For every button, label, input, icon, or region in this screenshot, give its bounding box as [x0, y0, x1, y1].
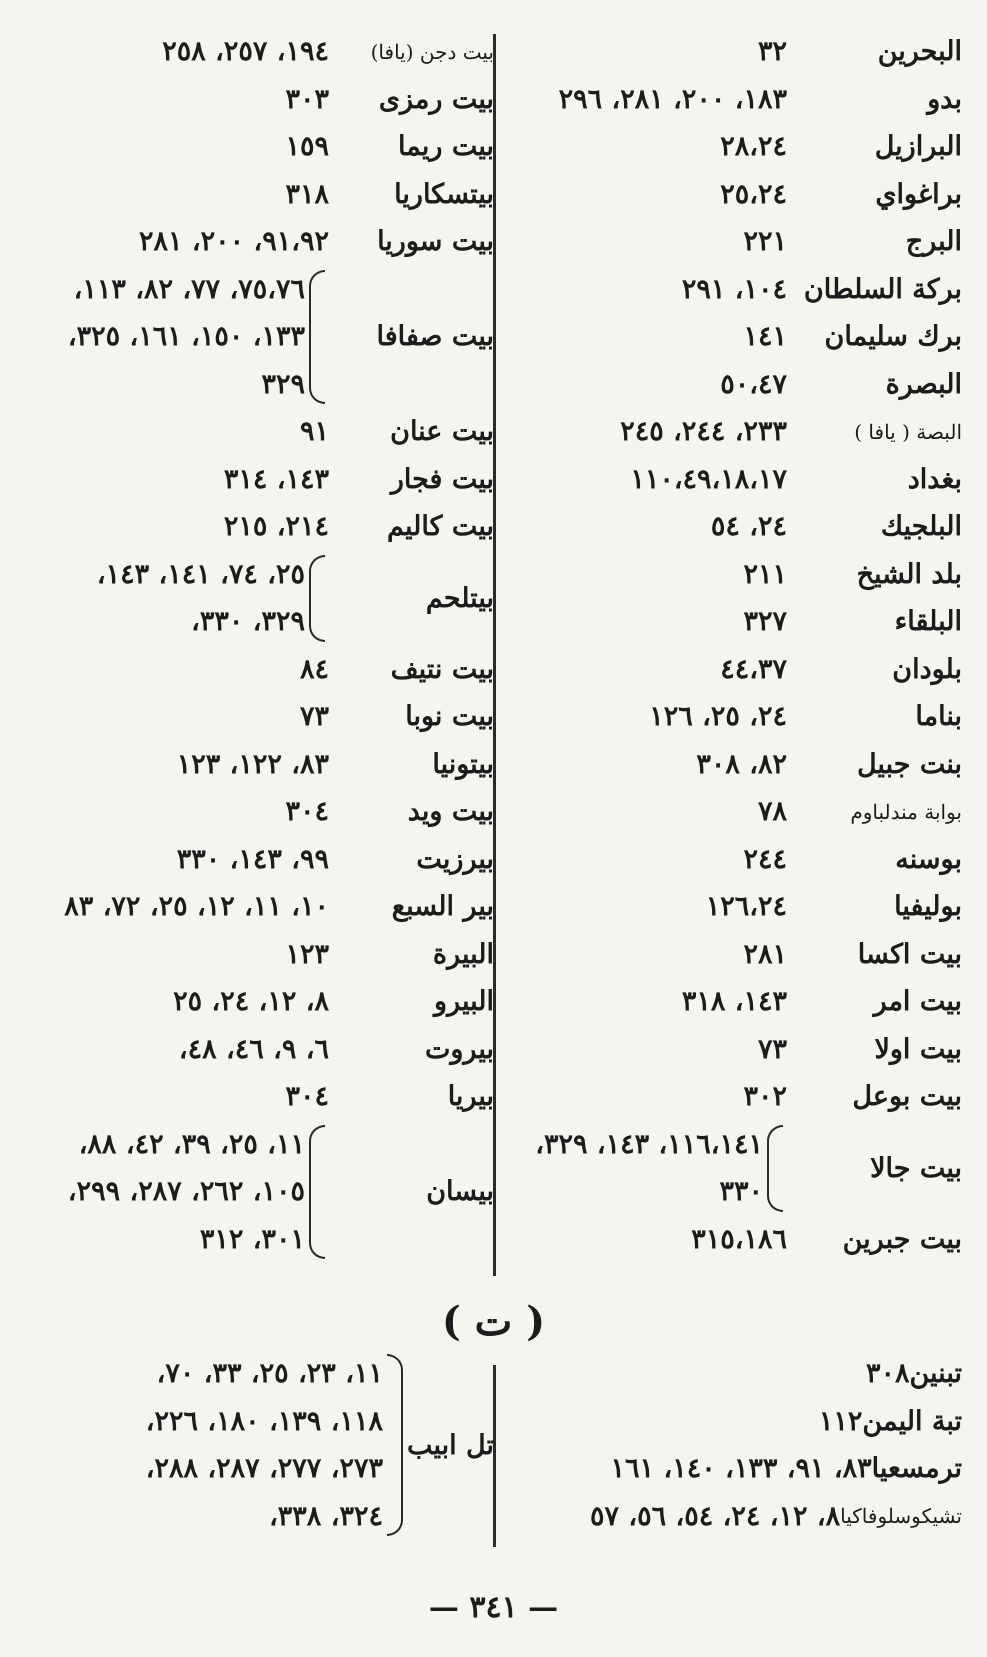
entry-name: بيت جبرين — [842, 1223, 962, 1255]
entry-pages: ٢٥،٢٤ — [720, 178, 787, 210]
entry-pages: ٣٢٧ — [743, 606, 787, 638]
index-entry — [500, 456, 962, 504]
entry-name: البحرين — [877, 36, 962, 68]
index-entry — [36, 1026, 494, 1074]
entry-name: بيت جالا — [870, 1152, 962, 1184]
entry-name: بوليفيا — [894, 891, 962, 923]
index-entry — [500, 978, 962, 1026]
index-entry — [36, 1073, 494, 1121]
entry-pages-line: ٣٠١، ٣١٢ — [199, 1223, 305, 1255]
brace-icon — [309, 270, 325, 405]
entry-pages: ١١٠،٤٩،١٨،١٧ — [630, 463, 787, 495]
entry-pages: ٢٤٤ — [743, 843, 787, 875]
entry-pages-line: ١١٨، ١٣٩، ١٨٠، ٢٢٦، — [145, 1405, 383, 1437]
entry-pages: ٨، ١٢، ٢٤، ٢٥ — [173, 986, 329, 1018]
entry-pages-line: ٣٢٩ — [261, 368, 305, 400]
index-entry — [36, 551, 494, 646]
entry-name: بلد الشيخ — [856, 558, 962, 590]
brace-icon — [309, 555, 325, 642]
entry-pages: ٢٨،٢٤ — [720, 131, 787, 163]
index-entry — [500, 883, 962, 931]
entry-name: بيتونيا — [432, 748, 494, 780]
entry-pages: ٢٣٣، ٢٤٤، ٢٤٥ — [620, 416, 787, 448]
entry-pages-line: ١١، ٢٣، ٢٥، ٣٣، ٧٠، — [156, 1358, 383, 1389]
index-entry — [500, 788, 962, 836]
index-entry — [500, 1216, 962, 1264]
entry-pages: ١٩٤، ٢٥٧، ٢٥٨ — [162, 36, 329, 68]
entry-name: بيت صفافا — [376, 321, 494, 353]
entry-pages: ٩١ — [299, 416, 329, 448]
entry-name: البيرة — [432, 938, 494, 970]
entry-name: بيت رمزى — [378, 83, 494, 115]
right-index-column — [500, 28, 962, 1263]
entry-pages: ٧٣ — [299, 701, 329, 733]
index-entry — [500, 1026, 962, 1074]
entry-name: البلجيك — [880, 511, 962, 543]
index-entry — [500, 646, 962, 694]
entry-pages-line: ٣٢٩، ٣٣٠، — [191, 606, 305, 637]
entry-name: بيسان — [426, 1176, 494, 1208]
brace-icon — [387, 1354, 403, 1536]
index-entry — [500, 1350, 962, 1398]
index-entry — [500, 503, 962, 551]
entry-pages: ١٠٤، ٢٩١ — [681, 273, 787, 305]
entry-pages: ٢٤، ٢٥، ١٢٦ — [649, 701, 787, 733]
entry-pages: ٣١٨ — [285, 178, 329, 210]
entry-pages: ٣٠٣ — [285, 83, 329, 115]
entry-pages: ٣٢ — [757, 36, 787, 68]
entry-name: بوابة مندلباوم — [850, 799, 962, 824]
entry-name: بيت دجن (يافا) — [370, 39, 494, 64]
index-entry — [36, 123, 494, 171]
entry-name: بلودان — [892, 653, 962, 685]
right-index-column-t — [500, 1350, 962, 1540]
entry-pages: ١٨٣، ٢٠٠، ٢٨١، ٢٩٦ — [558, 83, 787, 115]
entry-pages: ٧٣ — [757, 1033, 787, 1065]
section-letter-heading: ( ت ) — [441, 1298, 546, 1345]
entry-name: بيريا — [447, 1081, 494, 1113]
entry-name: البيرو — [434, 986, 494, 1018]
entry-pages: ٢٢١ — [743, 226, 787, 258]
entry-pages: ٣١٥،١٨٦ — [691, 1223, 787, 1255]
index-entry — [500, 931, 962, 979]
entry-name: بيتلحم — [425, 582, 494, 614]
entry-pages: ٢٨١ — [743, 938, 787, 970]
entry-name: بيت ويد — [407, 796, 494, 828]
index-entry — [500, 218, 962, 266]
index-entry — [36, 836, 494, 884]
index-entry — [500, 741, 962, 789]
entry-name: بنت جبيل — [856, 748, 962, 780]
index-entry — [500, 693, 962, 741]
entry-pages: ٣٠٤ — [285, 1081, 329, 1113]
entry-pages: ١٢٦،٢٤ — [705, 891, 787, 923]
entry-pages-line: ١١٦،١٤١، ١٤٣، ٣٢٩، — [535, 1128, 763, 1160]
entry-pages: ١٢٣ — [285, 938, 329, 970]
index-entry — [500, 836, 962, 884]
entry-pages: ٨٢، ٣٠٨ — [696, 748, 787, 780]
index-entry — [36, 408, 494, 456]
entry-pages: ٥٠،٤٧ — [720, 368, 787, 400]
entry-name: بيت كاليم — [387, 511, 494, 543]
entry-name: البلقاء — [894, 606, 962, 638]
entry-pages: ٩١،٩٢، ٢٠٠، ٢٨١ — [138, 226, 329, 258]
entry-pages: ٢١١ — [743, 558, 787, 590]
index-entry — [36, 788, 494, 836]
entry-pages: ٢١٤، ٢١٥ — [223, 511, 329, 543]
entry-name: بيت عنان — [390, 416, 494, 448]
entry-name: بيرزيت — [416, 843, 494, 875]
entry-pages: ١٤٣، ٣١٤ — [223, 463, 329, 495]
index-entry — [500, 1493, 962, 1541]
index-entry — [36, 1121, 494, 1264]
entry-name: تل ابيب — [406, 1429, 494, 1461]
entry-name: بيت امر — [873, 986, 962, 1018]
index-entry — [500, 598, 962, 646]
entry-pages: ٦، ٩، ٤٦، ٤٨، — [178, 1033, 329, 1065]
left-index-column — [36, 28, 494, 1263]
entry-name: بيت سوريا — [377, 226, 494, 258]
entry-pages-line: ٣٢٤، ٣٣٨، — [269, 1500, 383, 1532]
entry-name: براغواي — [875, 178, 962, 210]
entry-name: تبنين — [909, 1358, 962, 1390]
entry-name: بغداد — [907, 463, 962, 495]
entry-pages-line: ٢٥، ٧٤، ١٤١، ١٤٣، — [96, 558, 305, 590]
index-entry — [500, 76, 962, 124]
entry-pages: ٣٠٤ — [285, 796, 329, 828]
index-entry — [500, 1073, 962, 1121]
entry-pages-line: ٢٧٣، ٢٧٧، ٢٨٧، ٢٨٨، — [145, 1453, 383, 1484]
entry-name: بيت ريما — [398, 131, 494, 163]
entry-pages: ٨٣، ١٢٢، ١٢٣ — [176, 748, 329, 780]
entry-name: بيروت — [424, 1033, 494, 1065]
index-entry — [500, 28, 962, 76]
index-entry — [500, 1398, 962, 1446]
index-entry — [500, 408, 962, 456]
entry-name: بيت نتيف — [390, 653, 494, 685]
entry-pages: ٨، ١٢، ٢٤، ٥٤، ٥٦، ٥٧ — [589, 1500, 841, 1532]
index-entry — [500, 1121, 962, 1216]
entry-pages: ١١٢ — [818, 1405, 863, 1437]
entry-name: بيت اكسا — [857, 938, 962, 970]
entry-name: البرج — [905, 226, 962, 258]
index-entry — [36, 978, 494, 1026]
index-entry — [500, 551, 962, 599]
entry-pages: ١٤١ — [743, 321, 787, 353]
entry-pages-line: ١٠٥، ٢٦٢، ٢٨٧، ٢٩٩، — [67, 1176, 305, 1207]
entry-name: بيت بوعل — [852, 1081, 962, 1113]
entry-name: البرازيل — [874, 131, 962, 163]
brace-icon — [767, 1125, 783, 1212]
entry-pages: ١٠، ١١، ١٢، ٢٥، ٧٢، ٨٣ — [64, 891, 329, 923]
page-number: — ٣٤١ — — [428, 1590, 559, 1625]
entry-pages: ٧٨ — [757, 796, 787, 828]
entry-pages: ٨٣، ٩١، ١٣٣، ١٤٠، ١٦١ — [610, 1453, 872, 1485]
entry-pages — [36, 551, 305, 646]
entry-name: البصرة — [885, 368, 962, 400]
entry-name: برك سليمان — [824, 321, 962, 353]
entry-pages: ٣٠٨ — [865, 1358, 910, 1390]
entry-name: بدو — [927, 83, 962, 115]
index-entry — [36, 931, 494, 979]
entry-name: بير السبع — [391, 891, 494, 923]
entry-name: البصة ( يافا ) — [854, 419, 962, 444]
entry-pages-line: ٧٥،٧٦، ٧٧، ٨٢، ١١٣، — [73, 273, 305, 305]
index-entry — [36, 741, 494, 789]
brace-icon — [309, 1125, 325, 1260]
entry-name: بيت فجار — [390, 463, 494, 495]
index-entry — [500, 123, 962, 171]
index-entry — [36, 218, 494, 266]
index-entry — [36, 171, 494, 219]
index-entry — [36, 456, 494, 504]
index-entry — [500, 1445, 962, 1493]
entry-name: تبة اليمن — [862, 1405, 962, 1437]
index-entry — [36, 1350, 494, 1540]
index-entry — [36, 503, 494, 551]
entry-name: بيتسكاريا — [394, 178, 494, 210]
index-entry — [500, 266, 962, 314]
entry-pages — [36, 1350, 383, 1540]
entry-pages: ١٤٣، ٣١٨ — [681, 986, 787, 1018]
entry-pages-line: ١١، ٢٥، ٣٩، ٤٢، ٨٨، — [78, 1128, 305, 1160]
entry-pages: ٤٤،٣٧ — [720, 653, 787, 685]
index-entry — [36, 693, 494, 741]
entry-name: ترمسعيا — [871, 1453, 962, 1485]
entry-name: بيت اولا — [874, 1033, 962, 1065]
entry-pages: ٢٤، ٥٤ — [710, 511, 787, 543]
entry-name: بناما — [915, 701, 962, 733]
index-entry — [36, 646, 494, 694]
entry-pages: ٣٠٢ — [743, 1081, 787, 1113]
entry-pages — [36, 266, 305, 409]
left-index-column-t — [36, 1350, 494, 1540]
entry-pages-line: ١٣٣، ١٥٠، ١٦١، ٣٢٥، — [67, 321, 305, 352]
entry-name: بوسنه — [895, 843, 962, 875]
entry-pages: ١٥٩ — [285, 131, 329, 163]
entry-name: بركة السلطان — [803, 273, 962, 305]
index-entry — [500, 171, 962, 219]
index-entry — [36, 76, 494, 124]
entry-pages — [500, 1121, 763, 1216]
index-entry — [36, 883, 494, 931]
entry-pages: ٩٩، ١٤٣، ٣٣٠ — [176, 843, 329, 875]
entry-pages: ٨٤ — [299, 653, 329, 685]
index-entry — [36, 28, 494, 76]
index-entry — [500, 313, 962, 361]
index-entry — [36, 266, 494, 409]
index-entry — [500, 361, 962, 409]
entry-name: بيت نوبا — [405, 701, 494, 733]
entry-pages — [36, 1121, 305, 1264]
entry-name: تشيكوسلوفاكيا — [840, 1504, 962, 1529]
entry-pages-line: ٣٣٠ — [719, 1176, 763, 1207]
